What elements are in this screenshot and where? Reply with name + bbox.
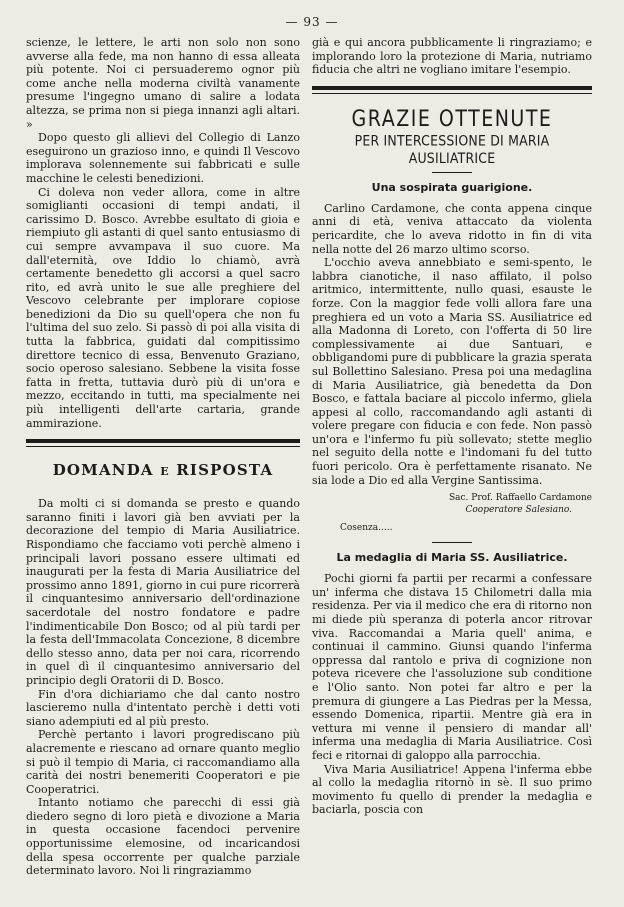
- short-divider: [432, 542, 472, 543]
- paragraph: Pochi giorni fa partii per recarmi a confessare un' inferma che distava 15 Chilometri dalla mia residenza. Per via il medico che era di ritorno non mi diede più speranza di poterla ancor ritrovar viva. Raccomandai a Maria quell' anima, e continuai il cammino. Giunsi quando l'inferma oppressa dal rantolo e priva di cognizione non poteva ricevere che l'assoluzione sub conditione e l'Olio santo. Non potei far altro e per la premura di giungere a Las Piedras per la Messa, essendo Domenica, ripartii. Mentre già era in vettura mi venne il pensiero di mandar all' inferma una medaglia di Maria Ausiliatrice. Così feci e ritornai di galoppo alla parrocchia.: [312, 572, 592, 762]
- section-heading-domanda: [26, 461, 300, 479]
- section-rule-thin: [26, 446, 300, 447]
- left-column: [26, 36, 300, 878]
- heading-conjunction: E: [160, 465, 170, 479]
- paragraph: già e qui ancora pubblicamente li ringraziamo; e implorando loro la protezione di Maria, nutriamo fiducia che altri ne vogliano imitare l'esempio.: [312, 36, 592, 77]
- paragraph: Dopo questo gli allievi del Collegio di Lanzo eseguirono un grazioso inno, e quindi Il Vescovo implorava solennemente sui fabbricati e sulle macchine le celesti benedizioni.: [26, 131, 300, 185]
- section-rule-thick: [312, 86, 592, 90]
- paragraph: Intanto notiamo che parecchi di essi già diedero segno di loro pietà e divozione a Maria in questa occasione facendoci pervenire opportunissime elemosine, od incaricandosi della spesa occorrente per qualche parziale determinato lavoro. Noi li ringraziammo: [26, 796, 300, 878]
- paragraph: Ci doleva non veder allora, come in altre somiglianti occasioni di tempi andati, il carissimo D. Bosco. Avrebbe esultato di gioia e riempiuto gli astanti di quel santo entusiasmo di cui sempre avvampava il suo cuore. Ma dall'eternità, ove Iddio lo chiamò, avrà certamente benedetto gli accorsi a quel sacro rito, ed avrà unito le sue alle preghiere del Vescovo celebrante per implorare copiose benedizioni da Dio su quell'opera che non fu l'ultima del suo zelo. Si passò di poi alla visita di tutta la fabbrica, guidati dal compitissimo direttore tecnico di essa, Benvenuto Graziano, socio operoso salesiano. Sebbene la visita fosse fatta in fretta, tuttavia durò più di un'ora e mezzo, eccitando in tutti, ma specialmente nei più intelligenti dell'arte cartaria, grande ammirazione.: [26, 185, 300, 430]
- paragraph: scienze, le lettere, le arti non solo non sono avverse alla fede, ma non hanno di essa alleata più potente. Noi ci persuaderemo ognor più come anche nella moderna civiltà vanamente presume l'ingegno umano di salire a lodata altezza, se prima non si piega innanzi agli altari. »: [26, 36, 300, 131]
- heading-word: DOMANDA: [52, 461, 154, 480]
- section-rule-thin: [312, 93, 592, 94]
- paragraph: Da molti ci si domanda se presto e quando saranno finiti i lavori già ben avviati per la decorazione del tempio di Maria Ausiliatrice. Rispondiamo che facciamo voti perchè almeno i principali lavori possano essere ultimati ed inaugurati per la festa di Maria Ausiliatrice del prossimo anno 1891, giorno in cui pure ricorrerà il cinquantesimo anniversario dell'ordinazione sacerdotale del nostro fondatore e padre l'indimenticabile Don Bosco; od al più tardi per la festa dell'Immacolata Concezione, 8 dicembre dello stesso anno, data per noi cara, ricorrendo in quel dì il cinquantesimo anniversario del principio degli Oratorii di D. Bosco.: [26, 497, 300, 687]
- signature: Sac. Prof. Raffaello Cardamone: [448, 493, 592, 504]
- paragraph: Viva Maria Ausiliatrice! Appena l'inferma ebbe al collo la medaglia ritornò in sè. Il suo primo movimento fu quello di prender la medaglia e baciarla, poscia con: [312, 762, 592, 817]
- paragraph: L'occhio aveva annebbiato e semi-spento, le labbra cianotiche, il naso affilato, il polso aritmico, intermittente, nullo quasi, esauste le forze. Con la maggior fede volli allora fare una preghiera ed un voto a Maria SS. Ausiliatrice ed alla Madonna di Loreto, con l'offerta di 50 lire complessivamente ai due Santuari, e obbligandomi pure di pubblicare la grazia sperata sul Bollettino Salesiano. Presa poi una medaglina di Maria Ausiliatrice, già benedetta da Don Bosco, e fattala baciare al piccolo infermo, gliela appesi al collo, raccomandando agli astanti di volere pregare con fiducia e con fede. Non passò un'ora e l'infermo fu più sollevato; stette meglio nel seguito della notte e l'indomani fu del tutto fuori pericolo. Ora è perfettamente risanato. Ne sia lode a Dio ed alla Vergine Santissima.: [312, 256, 593, 487]
- section-subtitle: PER INTERCESSIONE DI MARIA AUSILIATRICE: [354, 131, 550, 167]
- article-title: La medaglia di Maria SS. Ausiliatrice.: [336, 551, 568, 565]
- section-heading-grazie: GRAZIE OTTENUTE: [351, 106, 553, 132]
- section-rule-thick: [26, 439, 300, 443]
- paragraph: Perchè pertanto i lavori progrediscano più alacremente e riescano ad ornare quanto meglio si può il tempio di Maria, ci raccomandiamo alla carità dei nostri benemeriti Cooperatori e pie Cooperatrici.: [26, 728, 300, 796]
- place-line: Cosenza.....: [340, 523, 393, 534]
- signature-role: Cooperatore Salesiano.: [465, 505, 572, 516]
- right-column: [312, 36, 592, 817]
- heading-word: RISPOSTA: [176, 461, 274, 480]
- paragraph: Carlino Cardamone, che conta appena cinque anni di età, veniva attaccato da violenta pericardite, che lo aveva ridotto in fin di vita nella notte del 26 marzo ultimo scorso.: [312, 201, 592, 256]
- page-number: — 93 —: [285, 15, 339, 29]
- paragraph: Fin d'ora dichiariamo che dal canto nostro lascieremo nulla d'intentato perchè i detti voti siano adempiuti ed al più presto.: [26, 687, 300, 728]
- short-divider: [432, 172, 472, 173]
- article-title: Una sospirata guarigione.: [371, 180, 533, 194]
